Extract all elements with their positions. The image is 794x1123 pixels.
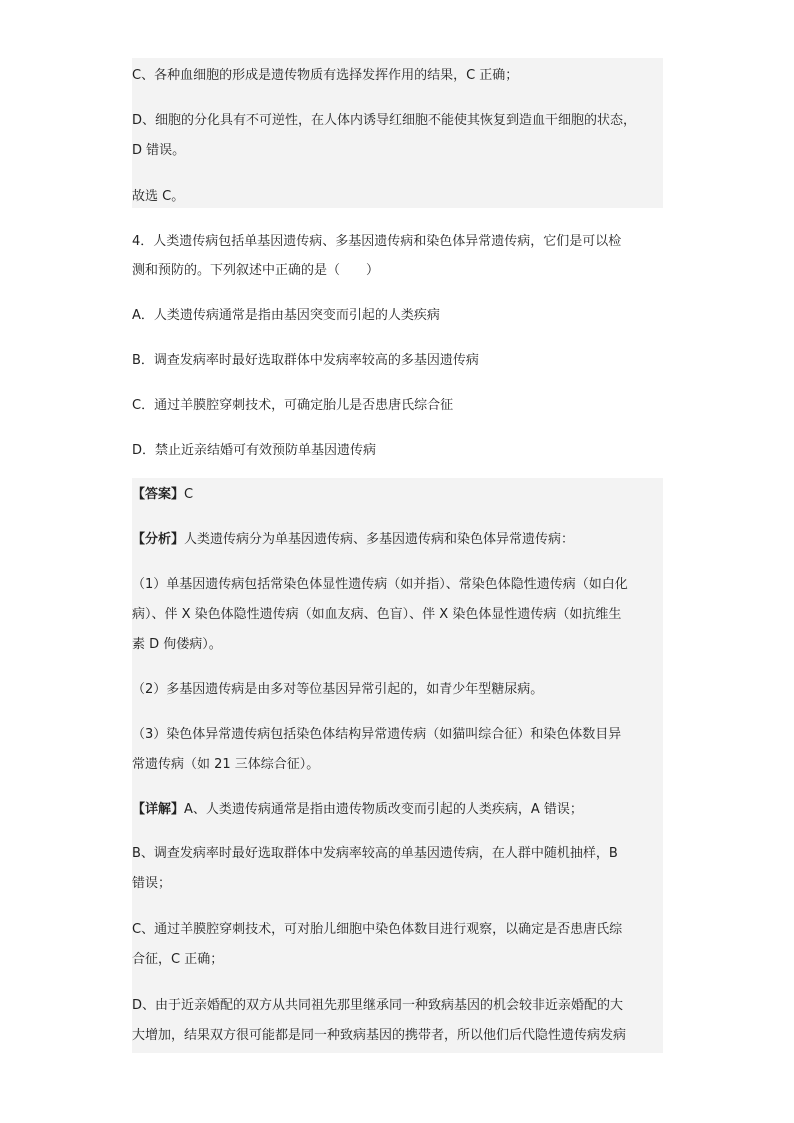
answer-value: C (184, 487, 194, 502)
detail-a-line (132, 801, 662, 819)
prev-analysis-c-line: C、各种血细胞的形成是遗传物质有选择发挥作用的结果，C 正确； (132, 68, 519, 83)
question-stem-line-2: 测和预防的。下列叙述中正确的是（ ） (132, 263, 380, 278)
analysis-p1-line-2: 病）、伴 X 染色体隐性遗传病（如血友病、色盲）、伴 X 染色体显性遗传病（如抗维生 (132, 607, 622, 622)
analysis-intro: 人类遗传病分为单基因遗传病、多基因遗传病和染色体异常遗传病： (184, 532, 575, 547)
analysis-label: 【分析】 (132, 532, 185, 547)
analysis-p3-line-2: 常遗传病（如 21 三体综合征）。 (132, 757, 320, 772)
detail-a-text: A、人类遗传病通常是指由遗传物质改变而引起的人类疾病，A 错误； (184, 802, 583, 817)
option-d: D．禁止近亲结婚可有效预防单基因遗传病 (132, 443, 377, 458)
analysis-p1-line-3: 素 D 佝偻病）。 (132, 637, 222, 652)
option-b: B．调查发病率时最好选取群体中发病率较高的多基因遗传病 (132, 353, 479, 368)
analysis-intro-line (132, 531, 662, 549)
detail-c-line-1: C、通过羊膜腔穿刺技术，可对胎儿细胞中染色体数目进行观察，以确定是否患唐氏综 (132, 922, 623, 937)
option-c: C．通过羊膜腔穿刺技术，可确定胎儿是否患唐氏综合征 (132, 398, 454, 413)
detail-b-line-1: B、调查发病率时最好选取群体中发病率较高的单基因遗传病，在人群中随机抽样，B (132, 846, 618, 861)
detail-label: 【详解】 (132, 802, 185, 817)
detail-d-line-1: D、由于近亲婚配的双方从共同祖先那里继承同一种致病基因的机会较非近亲婚配的大 (132, 998, 624, 1013)
prev-choose-line: 故选 C。 (132, 189, 185, 204)
analysis-p3-line-1: （3）染色体异常遗传病包括染色体结构异常遗传病（如猫叫综合征）和染色体数目异 (132, 727, 622, 742)
detail-b-line-2: 错误； (132, 876, 172, 891)
answer-label: 【答案】 (132, 487, 185, 502)
analysis-p2: （2）多基因遗传病是由多对等位基因异常引起的，如青少年型糖尿病。 (132, 682, 544, 697)
question-stem-line-1: 4．人类遗传病包括单基因遗传病、多基因遗传病和染色体异常遗传病，它们是可以检 (132, 234, 622, 249)
detail-d-line-2: 大增加，结果双方很可能都是同一种致病基因的携带者，所以他们后代隐性遗传病发病 (132, 1028, 627, 1043)
detail-c-line-2: 合征，C 正确； (132, 952, 224, 967)
prev-analysis-d-line-1: D、细胞的分化具有不可逆性，在人体内诱导红细胞不能使其恢复到造血干细胞的状态， (132, 113, 637, 128)
answer-line (132, 486, 662, 504)
analysis-p1-line-1: （1）单基因遗传病包括常染色体显性遗传病（如并指）、常染色体隐性遗传病（如白化 (132, 577, 628, 592)
prev-analysis-d-line-2: D 错误。 (132, 143, 186, 158)
option-a: A．人类遗传病通常是指由基因突变而引起的人类疾病 (132, 308, 440, 323)
